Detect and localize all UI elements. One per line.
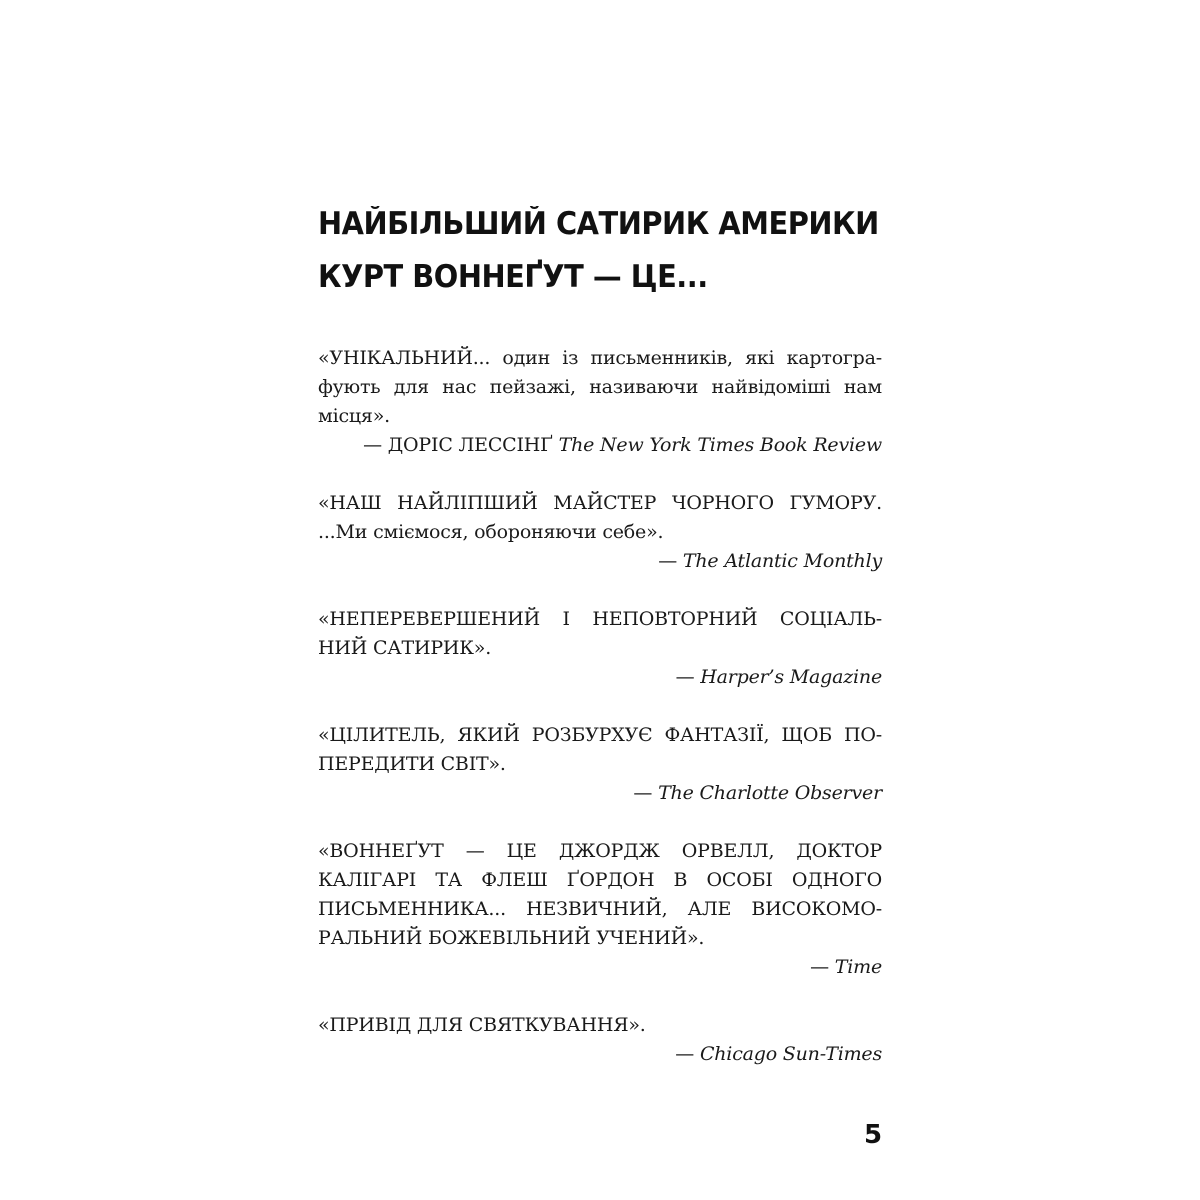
attribution-source: Harper’s Magazine — [700, 666, 882, 688]
attribution-source: The New York Times Book Review — [558, 434, 882, 456]
attribution-source: The Charlotte Observer — [658, 782, 882, 804]
quote-block — [318, 1011, 882, 1069]
attribution-author: — ДОРІС ЛЕССІНҐ — [363, 434, 559, 456]
title-line-2: КУРТ ВОННЕҐУТ — ЦЕ... — [318, 259, 708, 295]
quote-line: місця». — [318, 405, 390, 427]
quote-text — [318, 721, 882, 779]
quote-line: ПЕРЕДИТИ СВІТ». — [318, 753, 506, 775]
quote-text — [318, 344, 882, 431]
quote-block — [318, 344, 882, 460]
quote-line: «УНІКАЛЬНИЙ... один із письменників, які картогра- — [318, 347, 882, 369]
quote-line: ПИСЬМЕННИКА... НЕЗВИЧНИЙ, АЛЕ ВИСОКОМО- — [318, 898, 882, 920]
quote-line: КАЛІГАРІ ТА ФЛЕШ ҐОРДОН В ОСОБІ ОДНОГО — [318, 869, 882, 891]
quote-text — [318, 1011, 882, 1040]
quote-line: РАЛЬНИЙ БОЖЕВІЛЬНИЙ УЧЕНИЙ». — [318, 927, 705, 949]
quote-line: НИЙ САТИРИК». — [318, 637, 492, 659]
page-number: 5 — [864, 1120, 883, 1150]
quote-attribution — [318, 953, 882, 982]
attribution-author: — — [633, 782, 659, 804]
quotes-list — [318, 344, 882, 1069]
quote-block — [318, 721, 882, 808]
quote-attribution — [318, 1040, 882, 1069]
page-content — [318, 198, 882, 1098]
quote-line: фують для нас пейзажі, називаючи найвідоміші нам — [318, 376, 882, 398]
quote-block — [318, 605, 882, 692]
attribution-source: The Atlantic Monthly — [682, 550, 882, 572]
quote-block — [318, 837, 882, 982]
quote-attribution — [318, 431, 882, 460]
attribution-source: Chicago Sun-Times — [699, 1043, 882, 1065]
attribution-source: Time — [834, 956, 882, 978]
quote-text — [318, 489, 882, 547]
attribution-author: — — [810, 956, 835, 978]
quote-line: «ЦІЛИТЕЛЬ, ЯКИЙ РОЗБУРХУЄ ФАНТАЗІЇ, ЩОБ ПО- — [318, 724, 882, 746]
attribution-author: — — [675, 1043, 700, 1065]
attribution-author: — — [658, 550, 683, 572]
quote-text — [318, 837, 882, 953]
quote-line: «НАШ НАЙЛІПШИЙ МАЙСТЕР ЧОРНОГО ГУМОРУ. — [318, 492, 882, 514]
quote-line: ...Ми сміємося, обороняючи себе». — [318, 521, 664, 543]
quote-text — [318, 605, 882, 663]
attribution-author: — — [675, 666, 701, 688]
quote-attribution — [318, 779, 882, 808]
title-line-1: НАЙБІЛЬШИЙ САТИРИК АМЕРИКИ — [318, 206, 879, 242]
quote-attribution — [318, 663, 882, 692]
quote-block — [318, 489, 882, 576]
quote-line: «ВОННЕҐУТ — ЦЕ ДЖОРДЖ ОРВЕЛЛ, ДОКТОР — [318, 840, 882, 862]
quote-attribution — [318, 547, 882, 576]
quote-line: «НЕПЕРЕВЕРШЕНИЙ І НЕПОВТОРНИЙ СОЦІАЛЬ- — [318, 608, 882, 630]
page-title — [318, 198, 879, 304]
quote-line: «ПРИВІД ДЛЯ СВЯТКУВАННЯ». — [318, 1014, 646, 1036]
